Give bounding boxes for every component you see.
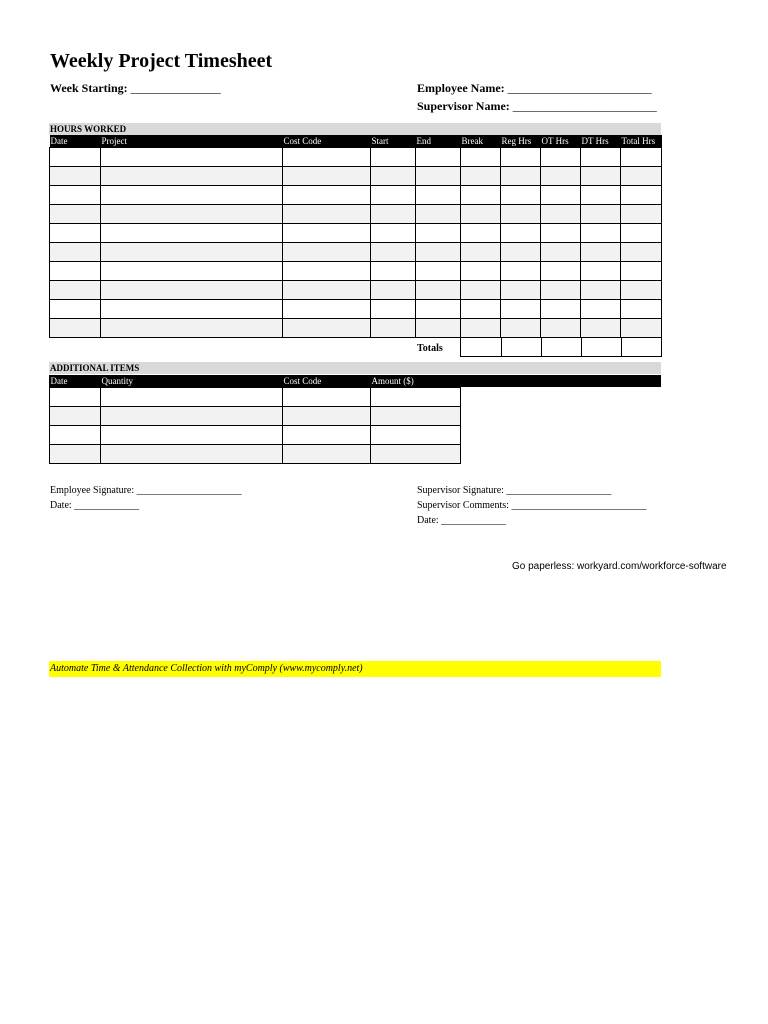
additional-items-cell-date[interactable] xyxy=(50,407,101,426)
hours-worked-cell-start[interactable] xyxy=(371,319,416,338)
hours-worked-cell-total-hrs[interactable] xyxy=(621,262,662,281)
hours-worked-cell-reg-hrs[interactable] xyxy=(501,186,541,205)
hours-worked-cell-end[interactable] xyxy=(416,243,461,262)
employee-signature-line[interactable]: Employee Signature: _____________________ xyxy=(50,485,242,496)
hours-worked-cell-start[interactable] xyxy=(371,300,416,319)
additional-items-cell-amount[interactable] xyxy=(371,388,461,407)
hours-worked-cell-project[interactable] xyxy=(101,224,283,243)
hours-worked-cell-dt-hrs[interactable] xyxy=(581,205,621,224)
supervisor-name-line[interactable]: ________________________ xyxy=(512,99,657,113)
additional-items-cell-quantity[interactable] xyxy=(101,407,283,426)
hours-worked-cell-end[interactable] xyxy=(416,281,461,300)
hours-worked-cell-start[interactable] xyxy=(371,224,416,243)
hours-worked-cell-dt-hrs[interactable] xyxy=(581,243,621,262)
hours-worked-header-start: Start xyxy=(371,135,416,148)
hours-worked-cell-break[interactable] xyxy=(461,262,501,281)
additional-items-cell-cost-code[interactable] xyxy=(283,388,371,407)
hours-worked-cell-break[interactable] xyxy=(461,300,501,319)
hours-worked-cell-break[interactable] xyxy=(461,186,501,205)
additional-items-section-label: ADDITIONAL ITEMS xyxy=(49,362,661,374)
hours-worked-cell-total-hrs[interactable] xyxy=(621,281,662,300)
additional-items-cell-cost-code[interactable] xyxy=(283,407,371,426)
hours-worked-cell-end[interactable] xyxy=(416,224,461,243)
hours-worked-cell-break[interactable] xyxy=(461,281,501,300)
totals-total-hrs-cell[interactable] xyxy=(622,338,662,357)
hours-worked-cell-project[interactable] xyxy=(101,319,283,338)
hours-worked-cell-cost-code[interactable] xyxy=(283,205,371,224)
hours-worked-cell-project[interactable] xyxy=(101,243,283,262)
hours-worked-cell-break[interactable] xyxy=(461,167,501,186)
hours-worked-cell-project[interactable] xyxy=(101,148,283,167)
hours-worked-cell-end[interactable] xyxy=(416,319,461,338)
hours-worked-cell-reg-hrs[interactable] xyxy=(501,319,541,338)
hours-worked-cell-reg-hrs[interactable] xyxy=(501,281,541,300)
hours-worked-cell-end[interactable] xyxy=(416,262,461,281)
hours-worked-cell-break[interactable] xyxy=(461,243,501,262)
totals-ot-hrs-cell[interactable] xyxy=(542,338,582,357)
hours-worked-cell-total-hrs[interactable] xyxy=(621,148,662,167)
hours-worked-cell-cost-code[interactable] xyxy=(283,300,371,319)
additional-items-cell-quantity[interactable] xyxy=(101,445,283,464)
supervisor-name-field xyxy=(417,99,657,114)
additional-items-cell-quantity[interactable] xyxy=(101,388,283,407)
hours-worked-header-cost-code: Cost Code xyxy=(283,135,371,148)
hours-worked-cell-end[interactable] xyxy=(416,167,461,186)
hours-worked-cell-dt-hrs[interactable] xyxy=(581,319,621,338)
table-row xyxy=(50,167,662,186)
hours-worked-cell-ot-hrs[interactable] xyxy=(541,262,581,281)
hours-worked-cell-dt-hrs[interactable] xyxy=(581,186,621,205)
hours-worked-cell-dt-hrs[interactable] xyxy=(581,148,621,167)
hours-worked-header-date: Date xyxy=(50,135,101,148)
totals-label: Totals xyxy=(417,343,443,354)
hours-worked-cell-total-hrs[interactable] xyxy=(621,243,662,262)
additional-items-header-quantity: Quantity xyxy=(101,375,283,388)
table-row xyxy=(50,426,461,445)
hours-worked-cell-date[interactable] xyxy=(50,205,101,224)
hours-worked-header-ot-hrs: OT Hrs xyxy=(541,135,581,148)
hours-worked-header-reg-hrs: Reg Hrs xyxy=(501,135,541,148)
table-row xyxy=(50,224,662,243)
hours-worked-cell-dt-hrs[interactable] xyxy=(581,167,621,186)
hours-worked-cell-project[interactable] xyxy=(101,186,283,205)
hours-worked-cell-ot-hrs[interactable] xyxy=(541,319,581,338)
additional-items-header-date: Date xyxy=(50,375,101,388)
employee-name-field xyxy=(417,81,652,96)
hours-worked-cell-break[interactable] xyxy=(461,224,501,243)
additional-items-cell-quantity[interactable] xyxy=(101,426,283,445)
hours-worked-cell-cost-code[interactable] xyxy=(283,243,371,262)
hours-worked-cell-date[interactable] xyxy=(50,300,101,319)
hours-worked-header-project: Project xyxy=(101,135,283,148)
hours-worked-cell-dt-hrs[interactable] xyxy=(581,281,621,300)
hours-worked-cell-project[interactable] xyxy=(101,205,283,224)
hours-worked-cell-total-hrs[interactable] xyxy=(621,224,662,243)
hours-worked-cell-start[interactable] xyxy=(371,205,416,224)
hours-worked-cell-reg-hrs[interactable] xyxy=(501,224,541,243)
table-row xyxy=(50,300,662,319)
table-row xyxy=(50,407,461,426)
hours-worked-cell-total-hrs[interactable] xyxy=(621,186,662,205)
hours-worked-cell-date[interactable] xyxy=(50,186,101,205)
additional-items-table xyxy=(49,375,461,464)
hours-worked-cell-reg-hrs[interactable] xyxy=(501,262,541,281)
hours-worked-table xyxy=(49,135,662,338)
hours-worked-cell-end[interactable] xyxy=(416,205,461,224)
hours-worked-cell-cost-code[interactable] xyxy=(283,262,371,281)
hours-worked-cell-cost-code[interactable] xyxy=(283,319,371,338)
hours-worked-cell-dt-hrs[interactable] xyxy=(581,262,621,281)
table-row xyxy=(50,445,461,464)
hours-worked-cell-project[interactable] xyxy=(101,262,283,281)
hours-worked-cell-project[interactable] xyxy=(101,167,283,186)
week-starting-line[interactable]: _______________ xyxy=(130,81,221,95)
hours-worked-cell-start[interactable] xyxy=(371,167,416,186)
supervisor-comments-line[interactable]: Supervisor Comments: ___________________________ xyxy=(417,500,647,511)
hours-worked-cell-reg-hrs[interactable] xyxy=(501,205,541,224)
hours-worked-cell-dt-hrs[interactable] xyxy=(581,300,621,319)
hours-worked-cell-reg-hrs[interactable] xyxy=(501,148,541,167)
hours-worked-cell-date[interactable] xyxy=(50,262,101,281)
hours-worked-cell-reg-hrs[interactable] xyxy=(501,300,541,319)
additional-items-cell-amount[interactable] xyxy=(371,407,461,426)
hours-worked-cell-end[interactable] xyxy=(416,186,461,205)
promo-banner[interactable]: Automate Time & Attendance Collection with myComply (www.mycomply.net) xyxy=(49,661,661,677)
hours-worked-cell-end[interactable] xyxy=(416,300,461,319)
table-row xyxy=(50,243,662,262)
hours-worked-cell-date[interactable] xyxy=(50,224,101,243)
table-row xyxy=(50,262,662,281)
totals-dt-hrs-cell[interactable] xyxy=(582,338,622,357)
hours-worked-cell-date[interactable] xyxy=(50,319,101,338)
hours-worked-cell-ot-hrs[interactable] xyxy=(541,167,581,186)
hours-worked-cell-ot-hrs[interactable] xyxy=(541,205,581,224)
week-starting-label: Week Starting: xyxy=(50,81,128,95)
hours-worked-cell-dt-hrs[interactable] xyxy=(581,224,621,243)
totals-reg-hrs-cell[interactable] xyxy=(502,338,542,357)
hours-worked-cell-break[interactable] xyxy=(461,148,501,167)
hours-worked-cell-total-hrs[interactable] xyxy=(621,167,662,186)
hours-worked-cell-project[interactable] xyxy=(101,300,283,319)
additional-items-cell-date[interactable] xyxy=(50,388,101,407)
additional-items-cell-amount[interactable] xyxy=(371,445,461,464)
hours-worked-cell-ot-hrs[interactable] xyxy=(541,281,581,300)
hours-worked-cell-end[interactable] xyxy=(416,148,461,167)
hours-worked-header-end: End xyxy=(416,135,461,148)
page-title: Weekly Project Timesheet xyxy=(50,50,273,72)
hours-worked-header-dt-hrs: DT Hrs xyxy=(581,135,621,148)
supervisor-date-line[interactable]: Date: _____________ xyxy=(417,515,507,526)
table-row xyxy=(50,148,662,167)
hours-worked-cell-reg-hrs[interactable] xyxy=(501,243,541,262)
table-row xyxy=(50,388,461,407)
additional-items-cell-date[interactable] xyxy=(50,445,101,464)
hours-worked-cell-start[interactable] xyxy=(371,148,416,167)
hours-worked-header-break: Break xyxy=(461,135,501,148)
additional-items-header-cost-code: Cost Code xyxy=(283,375,371,388)
table-row xyxy=(50,319,662,338)
hours-worked-cell-cost-code[interactable] xyxy=(283,186,371,205)
hours-worked-cell-date[interactable] xyxy=(50,281,101,300)
hours-worked-cell-total-hrs[interactable] xyxy=(621,319,662,338)
hours-worked-cell-cost-code[interactable] xyxy=(283,224,371,243)
additional-items-cell-cost-code[interactable] xyxy=(283,426,371,445)
table-row xyxy=(50,205,662,224)
employee-name-label: Employee Name: xyxy=(417,81,505,95)
additional-items-cell-date[interactable] xyxy=(50,426,101,445)
hours-worked-cell-cost-code[interactable] xyxy=(283,148,371,167)
hours-worked-cell-ot-hrs[interactable] xyxy=(541,186,581,205)
hours-worked-cell-start[interactable] xyxy=(371,281,416,300)
hours-worked-cell-cost-code[interactable] xyxy=(283,167,371,186)
supervisor-name-label: Supervisor Name: xyxy=(417,99,510,113)
additional-items-cell-cost-code[interactable] xyxy=(283,445,371,464)
hours-worked-cell-date[interactable] xyxy=(50,148,101,167)
employee-date-line[interactable]: Date: _____________ xyxy=(50,500,140,511)
totals-row xyxy=(460,337,662,357)
week-starting-field xyxy=(50,81,221,96)
hours-worked-cell-break[interactable] xyxy=(461,319,501,338)
supervisor-signature-line[interactable]: Supervisor Signature: _____________________ xyxy=(417,485,612,496)
totals-break-cell[interactable] xyxy=(461,338,502,357)
hours-worked-cell-start[interactable] xyxy=(371,186,416,205)
hours-worked-cell-start[interactable] xyxy=(371,243,416,262)
table-row xyxy=(50,186,662,205)
hours-worked-cell-date[interactable] xyxy=(50,167,101,186)
hours-worked-cell-ot-hrs[interactable] xyxy=(541,243,581,262)
hours-worked-cell-date[interactable] xyxy=(50,243,101,262)
hours-worked-cell-ot-hrs[interactable] xyxy=(541,148,581,167)
additional-items-cell-amount[interactable] xyxy=(371,426,461,445)
hours-worked-cell-start[interactable] xyxy=(371,262,416,281)
hours-worked-cell-total-hrs[interactable] xyxy=(621,300,662,319)
table-row xyxy=(50,281,662,300)
paperless-note[interactable]: Go paperless: workyard.com/workforce-software xyxy=(512,561,727,572)
hours-worked-cell-total-hrs[interactable] xyxy=(621,205,662,224)
hours-worked-cell-ot-hrs[interactable] xyxy=(541,300,581,319)
hours-worked-cell-cost-code[interactable] xyxy=(283,281,371,300)
additional-items-header-amount: Amount ($) xyxy=(371,375,461,388)
hours-worked-cell-ot-hrs[interactable] xyxy=(541,224,581,243)
employee-name-line[interactable]: ________________________ xyxy=(507,81,652,95)
hours-worked-cell-project[interactable] xyxy=(101,281,283,300)
hours-worked-cell-reg-hrs[interactable] xyxy=(501,167,541,186)
hours-worked-header-total-hrs: Total Hrs xyxy=(621,135,662,148)
hours-worked-section-label: HOURS WORKED xyxy=(49,123,661,135)
hours-worked-cell-break[interactable] xyxy=(461,205,501,224)
